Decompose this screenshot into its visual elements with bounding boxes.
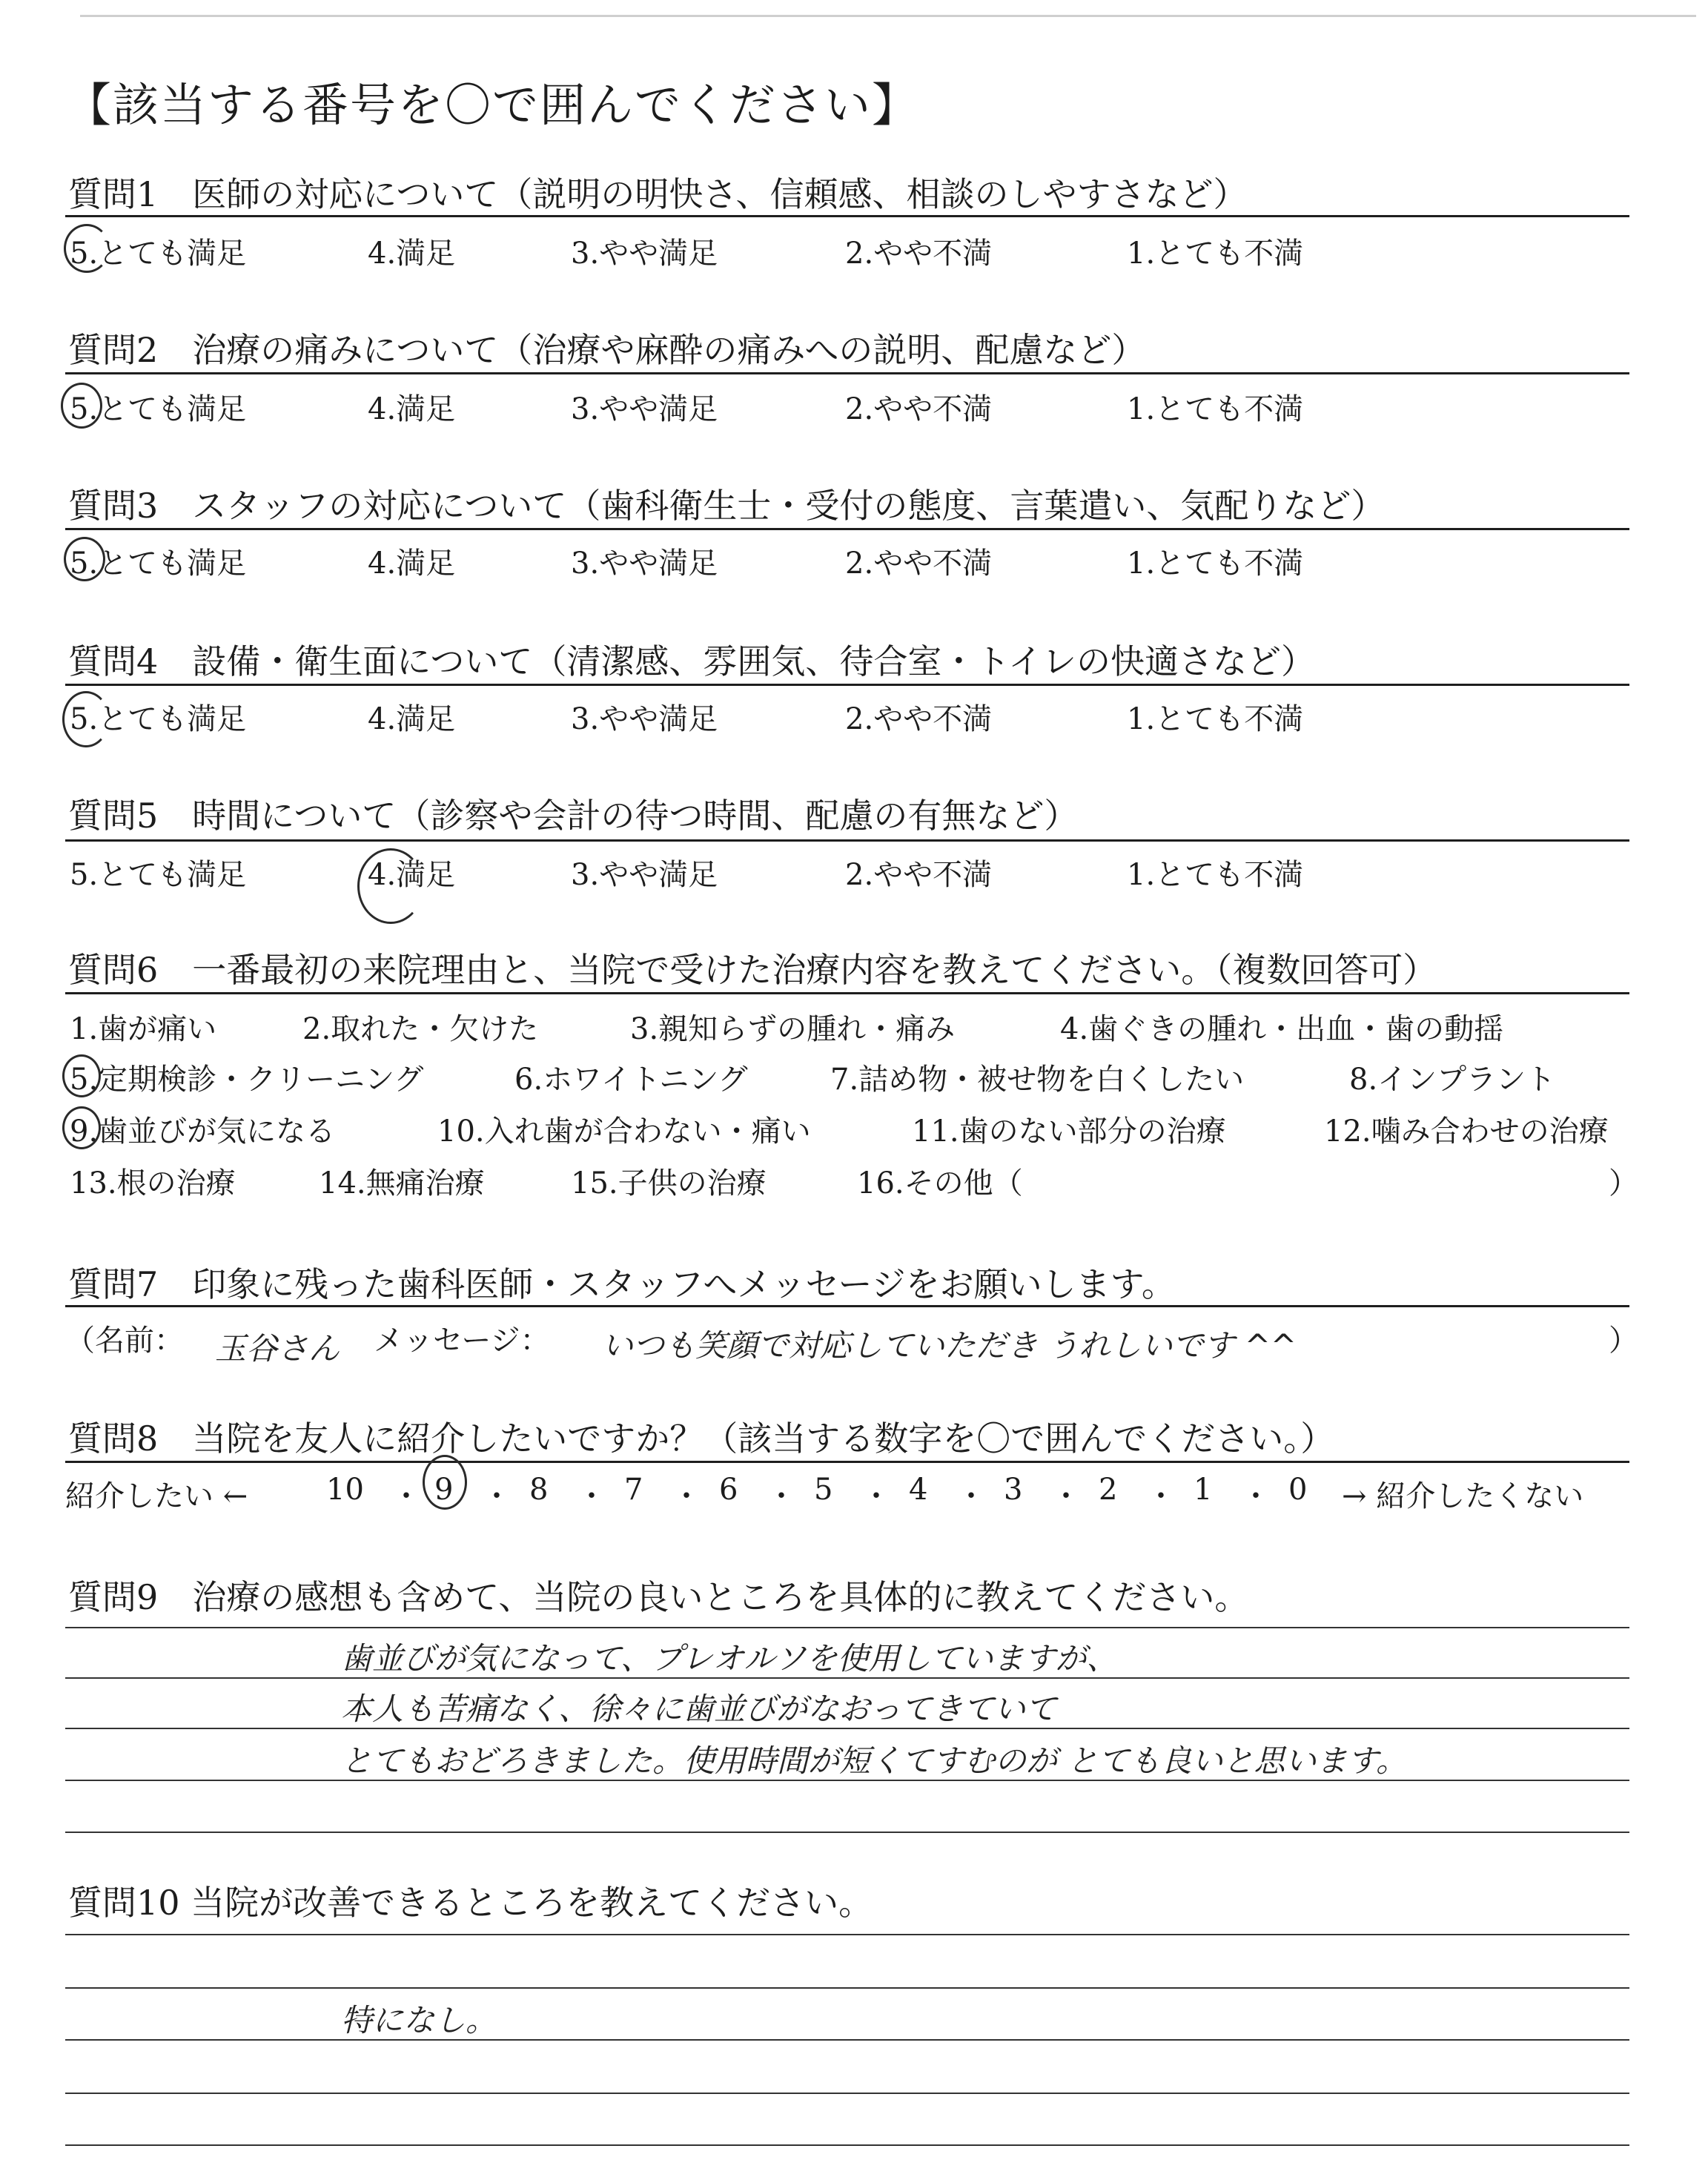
question-9-title: 質問9 治療の感想も含めて、当院の良いところを具体的に教えてください。 xyxy=(68,1577,1249,1617)
q8-scale-2[interactable]: 2 xyxy=(1099,1473,1118,1507)
q6-option-12[interactable]: 12.噛み合わせの治療 xyxy=(1324,1114,1609,1149)
q8-scale-6[interactable]: 6 xyxy=(719,1473,738,1507)
q1-selection-circle xyxy=(64,224,110,273)
q3-option-1[interactable]: 1.とても不満 xyxy=(1127,546,1304,581)
q6-option-8[interactable]: 8.インプラント xyxy=(1349,1063,1556,1097)
q10-writing-line xyxy=(65,2144,1629,2146)
q8-sep: ・ xyxy=(861,1479,891,1513)
q9-writing-line xyxy=(65,1627,1629,1628)
question-4-rule xyxy=(65,684,1629,686)
q4-option-2[interactable]: 2.やや不満 xyxy=(845,702,993,736)
q6-option-1[interactable]: 1.歯が痛い xyxy=(70,1012,217,1046)
q6-option-4[interactable]: 4.歯ぐきの腫れ・出血・歯の動揺 xyxy=(1060,1012,1504,1046)
question-6-title: 質問6 一番最初の来院理由と、当院で受けた治療内容を教えてください。（複数回答可） xyxy=(68,950,1437,990)
q6-other-close-paren: ） xyxy=(1609,1166,1638,1200)
q5-option-5[interactable]: 5.とても満足 xyxy=(70,858,247,892)
q5-option-1[interactable]: 1.とても不満 xyxy=(1127,858,1304,892)
q6-option-11[interactable]: 11.歯のない部分の治療 xyxy=(912,1114,1226,1149)
q5-option-4[interactable]: 4.満足 xyxy=(368,858,456,892)
q2-option-5[interactable]: 5.とても満足 xyxy=(70,392,247,426)
q2-option-3[interactable]: 3.やや満足 xyxy=(571,392,718,426)
q6-option-5[interactable]: 5.定期検診・クリーニング xyxy=(70,1063,424,1097)
q3-option-2[interactable]: 2.やや不満 xyxy=(845,546,993,581)
question-3-title: 質問3 スタッフの対応について（歯科衛生士・受付の態度、言葉遣い、気配りなど） xyxy=(68,486,1386,526)
q5-option-2[interactable]: 2.やや不満 xyxy=(845,858,993,892)
q9-answer-line-1[interactable]: 歯並びが気になって、プレオルソを使用していますが、 xyxy=(341,1640,1118,1677)
q10-writing-line xyxy=(65,2093,1629,2094)
q8-left-label: 紹介したい ← xyxy=(65,1479,248,1513)
q6-option-13[interactable]: 13.根の治療 xyxy=(70,1166,236,1200)
q6-option-10[interactable]: 10.入れ歯が合わない・痛い xyxy=(437,1114,811,1149)
q10-writing-line xyxy=(65,1987,1629,1989)
q6-option-3[interactable]: 3.親知らずの腫れ・痛み xyxy=(630,1012,956,1046)
q9-answer-line-3[interactable]: とてもおどろきました。使用時間が短くてすむのが とても良いと思います。 xyxy=(341,1743,1407,1779)
q8-scale-3[interactable]: 3 xyxy=(1004,1473,1023,1507)
q8-sep: ・ xyxy=(391,1479,421,1513)
q8-sep: ・ xyxy=(1051,1479,1081,1513)
question-1-title: 質問1 医師の対応について（説明の明快さ、信頼感、相談のしやすさなど） xyxy=(68,174,1248,214)
question-8-rule xyxy=(65,1461,1629,1463)
q6-selection-circle-5 xyxy=(62,1054,101,1097)
q1-option-5[interactable]: 5.とても満足 xyxy=(70,237,247,271)
question-2-rule xyxy=(65,372,1629,374)
q6-option-6[interactable]: 6.ホワイトニング xyxy=(514,1063,748,1097)
q1-option-2[interactable]: 2.やや不満 xyxy=(845,237,993,271)
q4-option-3[interactable]: 3.やや満足 xyxy=(571,702,718,736)
q8-sep: ・ xyxy=(1146,1479,1176,1513)
q2-option-1[interactable]: 1.とても不満 xyxy=(1127,392,1304,426)
q1-option-4[interactable]: 4.満足 xyxy=(368,237,456,271)
q8-scale-1[interactable]: 1 xyxy=(1194,1473,1213,1507)
q3-option-5[interactable]: 5.とても満足 xyxy=(70,546,247,581)
q7-name-handwritten[interactable]: 玉谷さん xyxy=(215,1330,340,1367)
q6-selection-circle-9 xyxy=(62,1106,101,1149)
q3-option-4[interactable]: 4.満足 xyxy=(368,546,456,581)
q8-sep: ・ xyxy=(1241,1479,1271,1513)
q7-message-label: メッセージ： xyxy=(374,1324,550,1358)
q6-option-14[interactable]: 14.無痛治療 xyxy=(319,1166,485,1200)
q8-scale-4[interactable]: 4 xyxy=(909,1473,928,1507)
q6-option-7[interactable]: 7.詰め物・被せ物を白くしたい xyxy=(830,1063,1245,1097)
q7-message-handwritten[interactable]: いつも笑顔で対応していただき うれしいです ^^ xyxy=(602,1327,1297,1364)
top-border xyxy=(80,15,1696,17)
q8-scale-5[interactable]: 5 xyxy=(814,1473,833,1507)
question-2-title: 質問2 治療の痛みについて（治療や麻酔の痛みへの説明、配慮など） xyxy=(68,330,1146,370)
question-8-title: 質問8 当院を友人に紹介したいですか？（該当する数字を〇で囲んでください。） xyxy=(68,1418,1335,1459)
question-4-title: 質問4 設備・衛生面について（清潔感、雰囲気、待合室・トイレの快適さなど） xyxy=(68,641,1316,681)
q4-option-4[interactable]: 4.満足 xyxy=(368,702,456,736)
q10-writing-line xyxy=(65,2039,1629,2041)
q10-answer-line-1[interactable]: 特になし。 xyxy=(341,2002,497,2038)
question-7-title: 質問7 印象に残った歯科医師・スタッフへメッセージをお願いします。 xyxy=(68,1264,1176,1304)
q8-selection-circle xyxy=(423,1455,467,1510)
q4-selection-circle xyxy=(62,691,110,747)
q8-scale-9[interactable]: 9 xyxy=(434,1473,454,1507)
question-5-title: 質問5 時間について（診察や会計の待つ時間、配慮の有無など） xyxy=(68,796,1079,836)
page-heading: 【該当する番号を〇で囲んでください】 xyxy=(65,78,920,132)
q5-option-3[interactable]: 3.やや満足 xyxy=(571,858,718,892)
q8-sep: ・ xyxy=(482,1479,512,1513)
q7-name-label: （名前： xyxy=(65,1324,184,1358)
q2-option-2[interactable]: 2.やや不満 xyxy=(845,392,993,426)
q8-right-label: → 紹介したくない xyxy=(1342,1479,1584,1513)
q3-option-3[interactable]: 3.やや満足 xyxy=(571,546,718,581)
question-5-rule xyxy=(65,839,1629,842)
q8-scale-8[interactable]: 8 xyxy=(529,1473,549,1507)
question-10-title: 質問10 当院が改善できるところを教えてください。 xyxy=(68,1883,873,1923)
q8-scale-10[interactable]: 10 xyxy=(326,1473,364,1507)
q8-sep: ・ xyxy=(956,1479,986,1513)
question-1-rule xyxy=(65,215,1629,217)
q2-selection-circle xyxy=(61,383,102,429)
q9-writing-line xyxy=(65,1832,1629,1833)
question-3-rule xyxy=(65,528,1629,530)
q8-scale-7[interactable]: 7 xyxy=(624,1473,643,1507)
question-7-rule xyxy=(65,1305,1629,1307)
q1-option-3[interactable]: 3.やや満足 xyxy=(571,237,718,271)
q7-close-paren: ） xyxy=(1609,1324,1638,1358)
q3-selection-circle xyxy=(64,537,105,581)
q6-option-16[interactable]: 16.その他（ xyxy=(857,1166,1023,1200)
q5-selection-circle xyxy=(357,848,424,924)
q9-answer-line-2[interactable]: 本人も苦痛なく、徐々に歯並びがなおってきていて xyxy=(341,1691,1057,1727)
q6-option-15[interactable]: 15.子供の治療 xyxy=(571,1166,767,1200)
q8-sep: ・ xyxy=(577,1479,606,1513)
q8-sep: ・ xyxy=(767,1479,796,1513)
q10-writing-line xyxy=(65,1934,1629,1935)
q1-option-1[interactable]: 1.とても不満 xyxy=(1127,237,1304,271)
q8-scale-0[interactable]: 0 xyxy=(1288,1473,1308,1507)
q4-option-1[interactable]: 1.とても不満 xyxy=(1127,702,1304,736)
q8-sep: ・ xyxy=(672,1479,701,1513)
q4-option-5[interactable]: 5.とても満足 xyxy=(70,702,247,736)
question-6-rule xyxy=(65,992,1629,994)
q2-option-4[interactable]: 4.満足 xyxy=(368,392,456,426)
q6-option-2[interactable]: 2.取れた・欠けた xyxy=(302,1012,539,1046)
q6-option-9[interactable]: 9.歯並びが気になる xyxy=(70,1114,336,1149)
